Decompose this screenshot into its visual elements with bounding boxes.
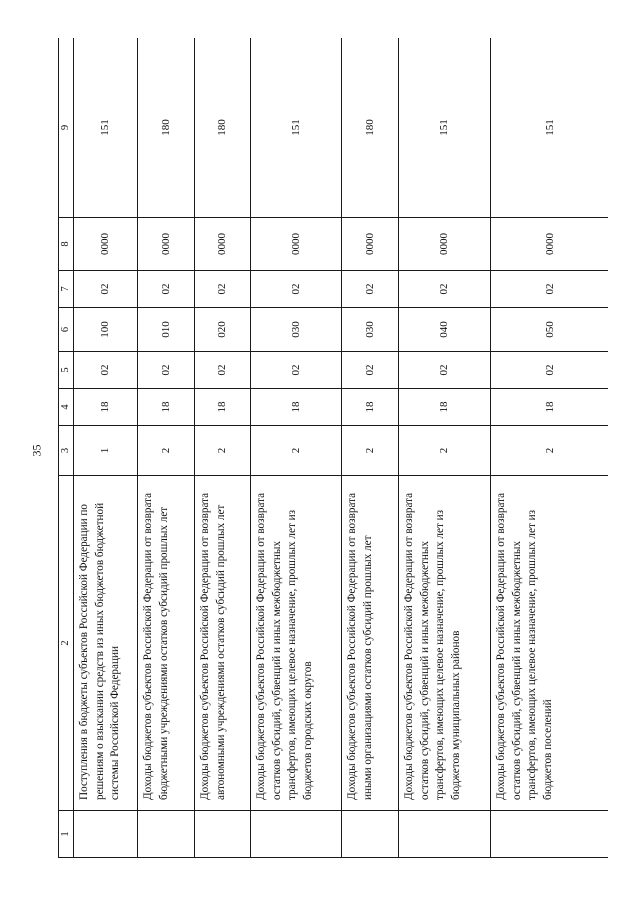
cell-col1 [399, 811, 491, 858]
page-number-text: 35 [29, 444, 44, 456]
page-number [30, 430, 44, 470]
document-table-scan [58, 38, 608, 858]
cell-col9: 180 [138, 38, 195, 218]
cell-col5: 02 [251, 352, 342, 389]
table-header [59, 38, 74, 858]
cell-col8: 0000 [399, 218, 491, 271]
cell-description: Доходы бюджетов субъектов Российской Федерации от возврата иными организациями остатков субсидий прошлых лет [342, 476, 399, 811]
cell-col9: 180 [342, 38, 399, 218]
cell-col8: 0000 [195, 218, 251, 271]
header-col-2: 2 [59, 476, 74, 811]
cell-col5: 02 [74, 352, 138, 389]
header-col-8: 8 [59, 218, 74, 271]
cell-col6: 050 [491, 308, 608, 352]
cell-col5: 02 [138, 352, 195, 389]
rotated-table-content [58, 38, 608, 858]
cell-col4: 18 [399, 389, 491, 426]
header-col-6: 6 [59, 308, 74, 352]
cell-description: Доходы бюджетов субъектов Российской Федерации от возврата бюджетными учреждениями остатков субсидий прошлых лет [138, 476, 195, 811]
cell-col7: 02 [138, 271, 195, 308]
cell-col3: 2 [491, 426, 608, 476]
cell-description: Поступления в бюджеты субъектов Российской Федерации по решениям о взыскании средств из иных бюджетов бюджетной системы Российской Федерации [74, 476, 138, 811]
cell-col5: 02 [195, 352, 251, 389]
cell-col3: 1 [74, 426, 138, 476]
table-row [195, 38, 251, 858]
cell-col3: 2 [138, 426, 195, 476]
cell-col3: 2 [195, 426, 251, 476]
header-row [59, 38, 74, 858]
cell-col7: 02 [491, 271, 608, 308]
cell-col9: 180 [195, 38, 251, 218]
table-body [74, 38, 608, 858]
cell-col9: 151 [74, 38, 138, 218]
table-row [74, 38, 138, 858]
cell-col6: 040 [399, 308, 491, 352]
cell-col8: 0000 [251, 218, 342, 271]
cell-col4: 18 [491, 389, 608, 426]
cell-col4: 18 [74, 389, 138, 426]
cell-col9: 151 [399, 38, 491, 218]
cell-col4: 18 [251, 389, 342, 426]
cell-col8: 0000 [491, 218, 608, 271]
cell-col1 [74, 811, 138, 858]
header-col-5: 5 [59, 352, 74, 389]
header-col-7: 7 [59, 271, 74, 308]
cell-col8: 0000 [342, 218, 399, 271]
budget-codes-table [58, 38, 608, 858]
cell-col4: 18 [342, 389, 399, 426]
cell-col1 [138, 811, 195, 858]
cell-description: Доходы бюджетов субъектов Российской Федерации от возврата автономными учреждениями остатков субсидий прошлых лет [195, 476, 251, 811]
cell-col1 [195, 811, 251, 858]
cell-col8: 0000 [74, 218, 138, 271]
table-row [491, 38, 608, 858]
cell-col7: 02 [251, 271, 342, 308]
cell-col6: 020 [195, 308, 251, 352]
cell-col7: 02 [195, 271, 251, 308]
cell-col8: 0000 [138, 218, 195, 271]
cell-description: Доходы бюджетов субъектов Российской Федерации от возврата остатков субсидий, субвенций и иных межбюджетных трансфертов, имеющих целевое назначение, прошлых лет из бюджетов городских округов [251, 476, 342, 811]
cell-col1 [251, 811, 342, 858]
header-col-9: 9 [59, 38, 74, 218]
cell-col7: 02 [399, 271, 491, 308]
cell-col6: 010 [138, 308, 195, 352]
cell-col6: 030 [342, 308, 399, 352]
header-col-1: 1 [59, 811, 74, 858]
cell-col7: 02 [74, 271, 138, 308]
cell-col4: 18 [138, 389, 195, 426]
cell-col9: 151 [251, 38, 342, 218]
cell-col6: 030 [251, 308, 342, 352]
cell-col5: 02 [399, 352, 491, 389]
cell-col7: 02 [342, 271, 399, 308]
header-col-4: 4 [59, 389, 74, 426]
cell-col1 [491, 811, 608, 858]
table-row [138, 38, 195, 858]
cell-col5: 02 [342, 352, 399, 389]
cell-col4: 18 [195, 389, 251, 426]
cell-col3: 2 [399, 426, 491, 476]
table-row [342, 38, 399, 858]
table-row [399, 38, 491, 858]
cell-col6: 100 [74, 308, 138, 352]
table-row [251, 38, 342, 858]
cell-description: Доходы бюджетов субъектов Российской Федерации от возврата остатков субсидий, субвенций и иных межбюджетных трансфертов, имеющих целевое назначение, прошлых лет из бюджетов поселений [491, 476, 608, 811]
cell-col3: 2 [342, 426, 399, 476]
cell-col5: 02 [491, 352, 608, 389]
cell-col1 [342, 811, 399, 858]
header-col-3: 3 [59, 426, 74, 476]
cell-description: Доходы бюджетов субъектов Российской Федерации от возврата остатков субсидий, субвенций и иных межбюджетных трансфертов, имеющих целевое назначение, прошлых лет из бюджетов муниципальных районов [399, 476, 491, 811]
cell-col9: 151 [491, 38, 608, 218]
cell-col3: 2 [251, 426, 342, 476]
